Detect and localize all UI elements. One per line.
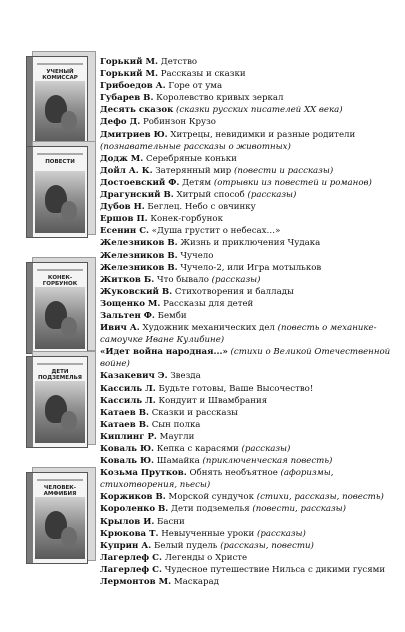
entry-title: Королевство кривых зеркал	[156, 93, 284, 104]
entry-title: Звезда	[170, 371, 201, 382]
book-list	[100, 56, 400, 588]
list-item	[100, 467, 400, 491]
entry-title: Жизнь и приключения Чудака	[180, 238, 321, 249]
entry-note: (рассказы)	[257, 528, 306, 539]
entry-note: (рассказы, повести)	[220, 540, 314, 551]
list-item	[100, 104, 400, 116]
list-item	[100, 395, 400, 407]
entry-title: Бемби	[157, 310, 187, 321]
entry-title: Горе от ума	[168, 81, 223, 92]
list-item	[100, 419, 400, 431]
entry-note: (афоризмы, стихотворения, пьесы)	[100, 468, 334, 491]
entry-title: Обнять необъятное	[189, 468, 278, 479]
entry-author: Кассиль Л.	[100, 383, 156, 394]
list-item	[100, 552, 400, 564]
entry-title: Беглец. Небо с овчинку	[147, 202, 256, 213]
list-item	[100, 516, 400, 528]
entry-title: Дети подземелья	[171, 504, 250, 515]
list-item	[100, 225, 400, 237]
entry-title: Сын полка	[151, 419, 201, 430]
entry-author: Козьма Прутков.	[100, 468, 187, 479]
book-cover	[26, 472, 92, 564]
entry-title: Маскарад	[173, 577, 219, 588]
book-cover-title: УЧЕНЫЙ КОМИССАР	[42, 69, 78, 81]
entry-author: Лагерлеф С.	[100, 564, 163, 575]
list-item	[100, 237, 400, 249]
entry-author: Достоевский Ф.	[100, 177, 180, 188]
entry-note: (рассказы)	[247, 190, 297, 201]
list-item	[100, 56, 400, 68]
entry-author: Катаев В.	[100, 407, 149, 418]
list-item	[100, 383, 400, 395]
entry-author: Горький М.	[100, 69, 158, 80]
list-item	[100, 165, 400, 177]
entry-author: Лермонтов М.	[100, 577, 172, 588]
list-item	[100, 310, 400, 322]
entry-author: Грибоедов А.	[100, 81, 166, 92]
list-item	[100, 370, 400, 382]
book-cover	[26, 146, 92, 238]
entry-title: Невыученные уроки	[161, 528, 255, 539]
entry-title: Стихотворения и баллады	[174, 286, 294, 297]
entry-note: (познавательные рассказы о животных)	[100, 141, 291, 152]
list-item	[100, 455, 400, 467]
entry-note: (стихи, рассказы, повесть)	[256, 492, 384, 503]
entry-note: (отрывки из повестей и романов)	[213, 177, 372, 188]
entry-author: Ершов П.	[100, 214, 148, 225]
list-item	[100, 80, 400, 92]
entry-author: Жуковский В.	[100, 286, 173, 297]
entry-title: Детям	[182, 177, 212, 188]
book-cover-title: ДЕТИ ПОДЗЕМЕЛЬЯ	[37, 369, 83, 381]
entry-title: Художник механических дел	[142, 323, 275, 334]
entry-author: Железников В.	[100, 262, 178, 273]
list-item	[100, 576, 400, 588]
list-item	[100, 177, 400, 189]
entry-title: Шамайка	[156, 456, 200, 467]
entry-author: Киплинг Р.	[100, 431, 157, 442]
entry-title: Морской сундучок	[168, 492, 254, 503]
entry-title: Чудесное путешествие Нильса с дикими гусями	[164, 564, 386, 575]
entry-title: Будьте готовы, Ваше Высочество!	[158, 383, 314, 394]
entry-author: Зощенко М.	[100, 298, 161, 309]
entry-author: Горький М.	[100, 57, 158, 67]
list-item	[100, 68, 400, 80]
entry-title: Маугли	[159, 431, 195, 442]
entry-author: Зальтен Ф.	[100, 310, 155, 321]
list-item	[100, 274, 400, 286]
entry-author: «Идет война народная...»	[100, 347, 228, 358]
entry-note: (повести и рассказы)	[233, 165, 334, 176]
list-item	[100, 189, 400, 201]
entry-author: Крюкова Т.	[100, 528, 159, 539]
entry-author: Казакевич Э.	[100, 371, 168, 382]
book-cover	[26, 356, 92, 448]
entry-author: Катаев В.	[100, 419, 149, 430]
entry-note: (повесть о механике-самоучке Иване Кулибине)	[100, 323, 377, 346]
entry-author: Железников В.	[100, 238, 178, 249]
entry-author: Житков Б.	[100, 274, 155, 285]
entry-title: Чучело-2, или Игра мотыльков	[180, 262, 322, 273]
entry-author: Короленко В.	[100, 504, 169, 515]
entry-author: Крылов И.	[100, 516, 155, 527]
book-cover-title: КОНЕК-ГОРБУНОК	[42, 275, 78, 287]
list-item	[100, 250, 400, 262]
entry-author: Дефо Д.	[100, 117, 141, 128]
entry-author: Драгунский В.	[100, 190, 174, 201]
entry-title: Белый пудель	[154, 540, 218, 551]
entry-title: Что бывало	[156, 274, 209, 285]
entry-author: Дубов Н.	[100, 202, 145, 213]
entry-title: Хитрецы, невидимки и разные родители	[170, 129, 356, 140]
list-item	[100, 564, 400, 576]
entry-title: Басни	[157, 516, 185, 527]
entry-note: (рассказы)	[211, 274, 261, 285]
entry-note: (приключенческая повесть)	[202, 456, 333, 467]
entry-title: «Душа грустит о небесах…»	[151, 226, 281, 237]
entry-title: Рассказы и сказки	[160, 69, 246, 80]
list-item	[100, 129, 400, 153]
entry-author: Губарев В.	[100, 93, 154, 104]
entry-note: (рассказы)	[241, 444, 291, 454]
book-cover	[26, 262, 92, 354]
entry-title: Робинзон Крузо	[142, 117, 216, 128]
entry-author: Куприн А.	[100, 540, 152, 551]
entry-note: (повести, рассказы)	[252, 504, 347, 515]
list-item	[100, 443, 400, 455]
entry-title: Легенды о Христе	[164, 552, 248, 563]
entry-author: Есенин С.	[100, 226, 150, 237]
entry-title: Хитрый способ	[176, 190, 245, 201]
entry-author: Дмитриев Ю.	[100, 129, 168, 140]
list-item	[100, 298, 400, 310]
list-item	[100, 116, 400, 128]
book-cover-title: ПОВЕСТИ	[45, 159, 75, 165]
entry-author: Дойл А. К.	[100, 165, 153, 176]
list-item	[100, 262, 400, 274]
entry-title: Кондуит и Швамбрания	[158, 395, 268, 406]
list-item	[100, 407, 400, 419]
list-item	[100, 346, 400, 370]
entry-title: Детство	[160, 57, 198, 67]
entry-title: Кепка с карасями	[156, 444, 239, 454]
book-cover-title: ЧЕЛОВЕК-АМФИБИЯ	[43, 485, 77, 497]
entry-author: Додж М.	[100, 153, 144, 164]
list-item	[100, 201, 400, 213]
entry-title: Чучело	[180, 250, 214, 261]
entry-author: Железников В.	[100, 250, 178, 261]
entry-note: (сказки русских писателей XX века)	[176, 105, 343, 116]
list-item	[100, 286, 400, 298]
entry-author: Коваль Ю.	[100, 444, 155, 454]
list-item	[100, 213, 400, 225]
entry-author: Десять сказок	[100, 105, 174, 116]
entry-title: Рассказы для детей	[163, 298, 254, 309]
list-item	[100, 503, 400, 515]
entry-author: Лагерлеф С.	[100, 552, 163, 563]
list-item	[100, 528, 400, 540]
list-item	[100, 540, 400, 552]
entry-title: Затерянный мир	[155, 165, 232, 176]
entry-author: Ивич А.	[100, 323, 140, 334]
book-cover	[26, 56, 92, 148]
list-item	[100, 322, 400, 346]
entry-title: Сказки и рассказы	[151, 407, 239, 418]
list-item	[100, 153, 400, 165]
entry-note: (стихи о Великой Отечественной войне)	[100, 347, 391, 370]
list-item	[100, 92, 400, 104]
entry-author: Кассиль Л.	[100, 395, 156, 406]
list-item	[100, 431, 400, 443]
entry-author: Коржиков В.	[100, 492, 166, 503]
list-item	[100, 491, 400, 503]
entry-title: Конек-горбунок	[150, 214, 223, 225]
entry-author: Коваль Ю.	[100, 456, 155, 467]
entry-title: Серебряные коньки	[146, 153, 237, 164]
